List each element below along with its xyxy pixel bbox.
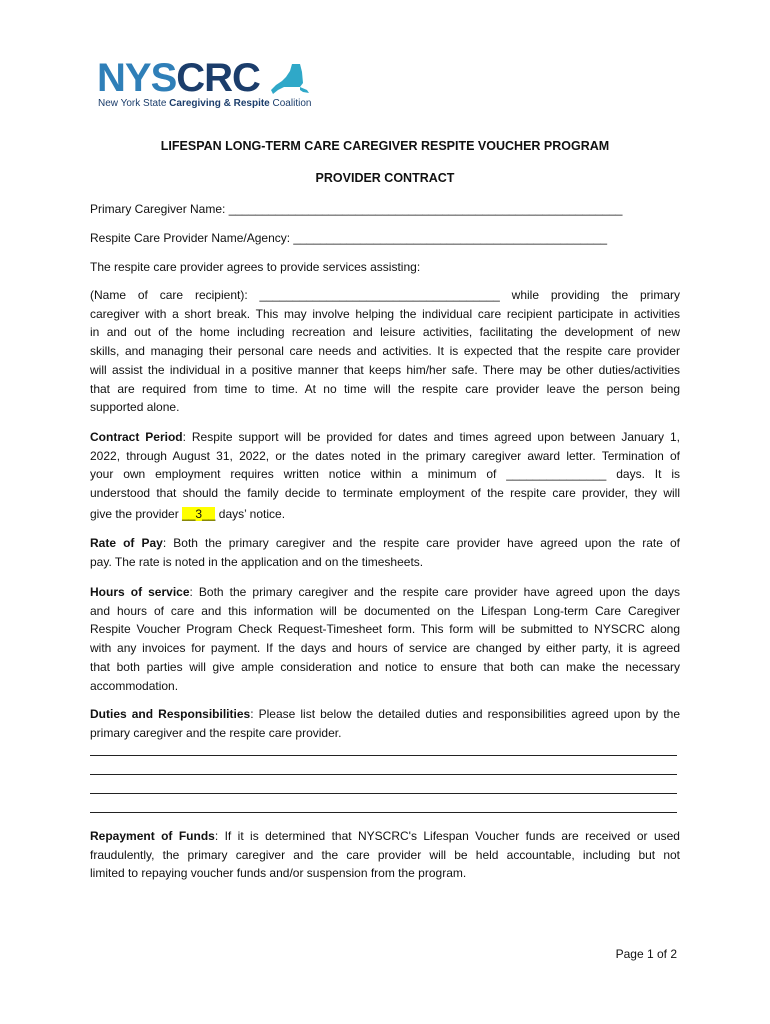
contract-period-line (90, 505, 680, 524)
duties-blank-line[interactable] (90, 812, 677, 813)
logo-tagline (98, 98, 311, 109)
logo-nys: NYS (97, 56, 177, 100)
contract-period-line: your own employment requires written notice within a minimum of _______________ days. It is (90, 467, 680, 482)
duties-line (90, 705, 680, 724)
duties-heading: Duties and Responsibilities (90, 707, 251, 721)
hours-line: and hours of care and this information will be documented on the Lifespan Long-term Care Caregiver (90, 603, 680, 618)
hours-line: accommodation. (90, 678, 179, 693)
duties-blank-line[interactable] (90, 774, 677, 775)
repayment-line: fraudulently, the primary caregiver and the care provider will be held accountable, including but not (90, 847, 680, 862)
rate-of-pay-line (90, 534, 680, 553)
repayment-text: : If it is determined that NYSCRC's Lifespan Voucher funds are received or used (214, 829, 680, 843)
contract-period-section (90, 428, 680, 524)
recipient-line: in and out of the home including recreation and leisure activities, facilitating the development of new (90, 325, 680, 340)
recipient-line: will assist the individual in a positive manner that keeps him/her safe. There may be other duties/activities (90, 362, 680, 377)
rate-of-pay-line: pay. The rate is noted in the application and on the timesheets. (90, 554, 424, 569)
notice-days-value: __3__ (182, 506, 216, 521)
recipient-line: (Name of care recipient): ____________________________________ while providing the primary (90, 288, 680, 302)
repayment-line (90, 827, 680, 846)
repayment-section (90, 827, 680, 883)
contract-period-line: 2022, through August 31, 2022, or the dates noted in the primary caregiver award letter. Termination of (90, 448, 680, 463)
recipient-paragraph (90, 286, 680, 417)
contract-period-line (90, 428, 680, 447)
repayment-line: limited to repaying voucher funds and/or suspension from the program. (90, 866, 467, 881)
hours-line: that both parties will give ample consideration and notice to ensure that both can make the necessary (90, 659, 680, 674)
contract-period-heading: Contract Period (90, 430, 183, 444)
page-number: Page 1 of 2 (615, 947, 677, 961)
intro-text: The respite care provider agrees to provide services assisting: (90, 260, 421, 274)
document-subtitle: PROVIDER CONTRACT (315, 171, 455, 185)
document-title: LIFESPAN LONG-TERM CARE CAREGIVER RESPITE VOUCHER PROGRAM (160, 139, 610, 153)
notice-post: days’ notice. (215, 506, 286, 521)
hours-line: Respite Voucher Program Check Request-Timesheet form. This form will be submitted to NYSCRC along (90, 622, 680, 637)
hours-of-service-section (90, 583, 680, 695)
duties-section (90, 705, 680, 742)
new-york-state-icon (270, 63, 310, 97)
hours-text: : Both the primary caregiver and the respite care provider have agreed upon the days (189, 585, 680, 599)
notice-pre: give the provider (90, 506, 183, 521)
duties-line: primary caregiver and the respite care provider. (90, 725, 342, 740)
recipient-line: supported alone. (90, 400, 180, 415)
hours-line: with any invoices for payment. If the days and hours of service are changed by either party, it is agreed (90, 641, 680, 656)
logo-tag-pre: New York State (98, 98, 170, 109)
contract-period-line: understood that should the family decide to terminate employment of the respite care provider, they will (90, 486, 680, 501)
logo-wordmark (97, 56, 260, 100)
rate-of-pay-text: : Both the primary caregiver and the respite care provider have agreed upon the rate of (162, 536, 681, 550)
hours-heading: Hours of service (90, 585, 190, 599)
caregiver-name-field: Primary Caregiver Name: ___________________________________________________________ (90, 202, 623, 216)
nyscrc-logo (97, 56, 327, 120)
hours-line (90, 583, 680, 602)
recipient-line: skills, and managing their personal care needs and activities. It is expected that the respite care provider (90, 344, 680, 359)
logo-crc: CRC (176, 56, 260, 100)
duties-blank-line[interactable] (90, 755, 677, 756)
logo-tag-post: Coalition (269, 98, 312, 109)
rate-of-pay-section (90, 534, 680, 571)
rate-of-pay-heading: Rate of Pay (90, 536, 163, 550)
duties-blank-line[interactable] (90, 793, 677, 794)
provider-name-field: Respite Care Provider Name/Agency: _______________________________________________ (90, 231, 608, 245)
recipient-line: caregiver with a short break. This may involve helping the individual care recipient participate in activities (90, 306, 680, 321)
contract-period-text: : Respite support will be provided for dates and times agreed upon between January 1, (182, 430, 680, 444)
recipient-line: that are required from time to time. At no time will the respite care provider leave the person being (90, 381, 680, 396)
repayment-heading: Repayment of Funds (90, 829, 215, 843)
duties-text: : Please list below the detailed duties and responsibilities agreed upon by the (250, 707, 680, 721)
logo-tag-bold: Caregiving & Respite (169, 98, 270, 109)
